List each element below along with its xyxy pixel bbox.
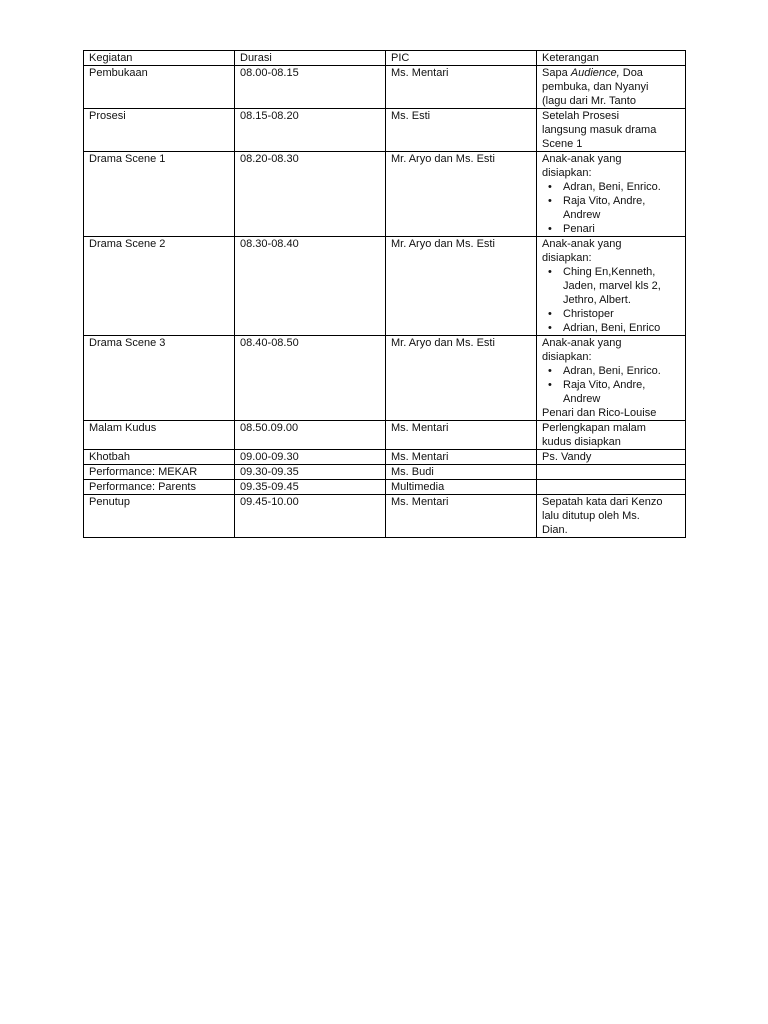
header-pic: PIC: [386, 51, 537, 66]
bullet-item: • Christoper: [563, 307, 680, 321]
cell-kegiatan: Pembukaan: [84, 66, 235, 109]
cell-kegiatan: Drama Scene 3: [84, 336, 235, 421]
cell-pic: Ms. Mentari: [386, 66, 537, 109]
keterangan-lines: [542, 336, 680, 364]
table-row: [84, 480, 686, 495]
keterangan-text: kudus disiapkan: [542, 436, 621, 448]
cell-kegiatan: Drama Scene 1: [84, 152, 235, 237]
cell-kegiatan: Drama Scene 2: [84, 237, 235, 336]
keterangan-line: [542, 66, 680, 80]
keterangan-lines: [542, 109, 680, 151]
cell-pic: Mr. Aryo dan Ms. Esti: [386, 152, 537, 237]
cell-kegiatan: Performance: Parents: [84, 480, 235, 495]
keterangan-lines: [542, 421, 680, 449]
keterangan-text: Anak-anak yang: [542, 238, 622, 250]
cell-pic: Ms. Esti: [386, 109, 537, 152]
cell-keterangan: [537, 109, 686, 152]
table-row: [84, 336, 686, 421]
keterangan-text: disiapkan:: [542, 252, 592, 264]
keterangan-line: [542, 251, 680, 265]
cell-pic: Ms. Mentari: [386, 495, 537, 538]
keterangan-text: Ps. Vandy: [542, 451, 592, 463]
keterangan-line: [542, 166, 680, 180]
keterangan-line: [542, 123, 680, 137]
keterangan-text: (lagu dari Mr. Tanto: [542, 95, 636, 107]
table-row: [84, 421, 686, 450]
keterangan-line: [542, 523, 680, 537]
header-keterangan: Keterangan: [537, 51, 686, 66]
bullet-list: [542, 180, 680, 236]
cell-pic: Ms. Mentari: [386, 421, 537, 450]
keterangan-text: Perlengkapan malam: [542, 422, 646, 434]
cell-keterangan: [537, 66, 686, 109]
cell-durasi: 08.00-08.15: [235, 66, 386, 109]
keterangan-lines: [542, 237, 680, 265]
cell-keterangan: [537, 495, 686, 538]
keterangan-text: Anak-anak yang: [542, 337, 622, 349]
keterangan-text: disiapkan:: [542, 167, 592, 179]
table-row: [84, 109, 686, 152]
cell-pic: Ms. Mentari: [386, 450, 537, 465]
keterangan-line: [542, 450, 680, 464]
bullet-item: • Adran, Beni, Enrico.: [563, 180, 680, 194]
keterangan-text: Setelah Prosesi: [542, 110, 620, 122]
cell-durasi: 08.20-08.30: [235, 152, 386, 237]
keterangan-line: [542, 435, 680, 449]
cell-durasi: 09.30-09.35: [235, 465, 386, 480]
keterangan-text: lalu ditutup oleh Ms.: [542, 510, 640, 522]
keterangan-text: Anak-anak yang: [542, 153, 622, 165]
keterangan-text: Sapa: [542, 67, 571, 79]
cell-kegiatan: Malam Kudus: [84, 421, 235, 450]
table-row: [84, 237, 686, 336]
keterangan-line: [542, 137, 680, 151]
cell-kegiatan: Prosesi: [84, 109, 235, 152]
keterangan-line: [542, 350, 680, 364]
keterangan-line: [542, 80, 680, 94]
keterangan-text: Scene 1: [542, 138, 583, 150]
keterangan-text: disiapkan:: [542, 351, 592, 363]
cell-pic: Mr. Aryo dan Ms. Esti: [386, 237, 537, 336]
cell-pic: Mr. Aryo dan Ms. Esti: [386, 336, 537, 421]
keterangan-italic-text: Audience,: [570, 67, 620, 79]
keterangan-text: Sepatah kata dari Kenzo: [542, 496, 663, 508]
cell-keterangan: [537, 336, 686, 421]
keterangan-line: [542, 94, 680, 108]
header-kegiatan: Kegiatan: [84, 51, 235, 66]
keterangan-lines: [542, 450, 680, 464]
cell-pic: Ms. Budi: [386, 465, 537, 480]
cell-kegiatan: Penutup: [84, 495, 235, 538]
table-row: [84, 152, 686, 237]
table-header-row: [84, 51, 686, 66]
cell-durasi: 08.40-08.50: [235, 336, 386, 421]
cell-kegiatan: Performance: MEKAR: [84, 465, 235, 480]
keterangan-line: [542, 495, 680, 509]
keterangan-text: Doa: [619, 67, 643, 79]
bullet-item: • Adran, Beni, Enrico.: [563, 364, 680, 378]
table-row: [84, 66, 686, 109]
keterangan-lines: [542, 152, 680, 180]
cell-kegiatan: Khotbah: [84, 450, 235, 465]
table-row: [84, 450, 686, 465]
cell-keterangan: [537, 421, 686, 450]
cell-keterangan: [537, 152, 686, 237]
keterangan-line: [542, 109, 680, 123]
bullet-item: • Penari: [563, 222, 680, 236]
keterangan-lines: [542, 66, 680, 108]
bullet-list: [542, 265, 680, 335]
cell-keterangan: [537, 480, 686, 495]
cell-durasi: 08.50.09.00: [235, 421, 386, 450]
cell-keterangan: [537, 237, 686, 336]
keterangan-line: [542, 237, 680, 251]
cell-durasi: 09.45-10.00: [235, 495, 386, 538]
keterangan-text: Dian.: [542, 524, 568, 536]
cell-durasi: 08.15-08.20: [235, 109, 386, 152]
keterangan-text: langsung masuk drama: [542, 124, 657, 136]
cell-durasi: 09.00-09.30: [235, 450, 386, 465]
bullet-item: • Raja Vito, Andre, Andrew: [563, 194, 680, 222]
cell-durasi: 09.35-09.45: [235, 480, 386, 495]
table-row: [84, 495, 686, 538]
keterangan-line: [542, 509, 680, 523]
bullet-item: • Adrian, Beni, Enrico: [563, 321, 680, 335]
schedule-table: [83, 50, 686, 538]
keterangan-lines: [542, 495, 680, 537]
bullet-item: • Raja Vito, Andre, Andrew: [563, 378, 680, 406]
cell-durasi: 08.30-08.40: [235, 237, 386, 336]
cell-keterangan: [537, 450, 686, 465]
keterangan-line: [542, 152, 680, 166]
bullet-list: [542, 364, 680, 406]
keterangan-text: pembuka, dan Nyanyi: [542, 81, 649, 93]
keterangan-footer-text: Penari dan Rico-Louise: [542, 407, 657, 419]
keterangan-line: [542, 421, 680, 435]
keterangan-line: [542, 336, 680, 350]
cell-keterangan: [537, 465, 686, 480]
header-durasi: Durasi: [235, 51, 386, 66]
cell-pic: Multimedia: [386, 480, 537, 495]
bullet-item: • Ching En,Kenneth, Jaden, marvel kls 2, Jethro, Albert.: [563, 265, 680, 307]
table-row: [84, 465, 686, 480]
schedule-body: [84, 66, 686, 538]
